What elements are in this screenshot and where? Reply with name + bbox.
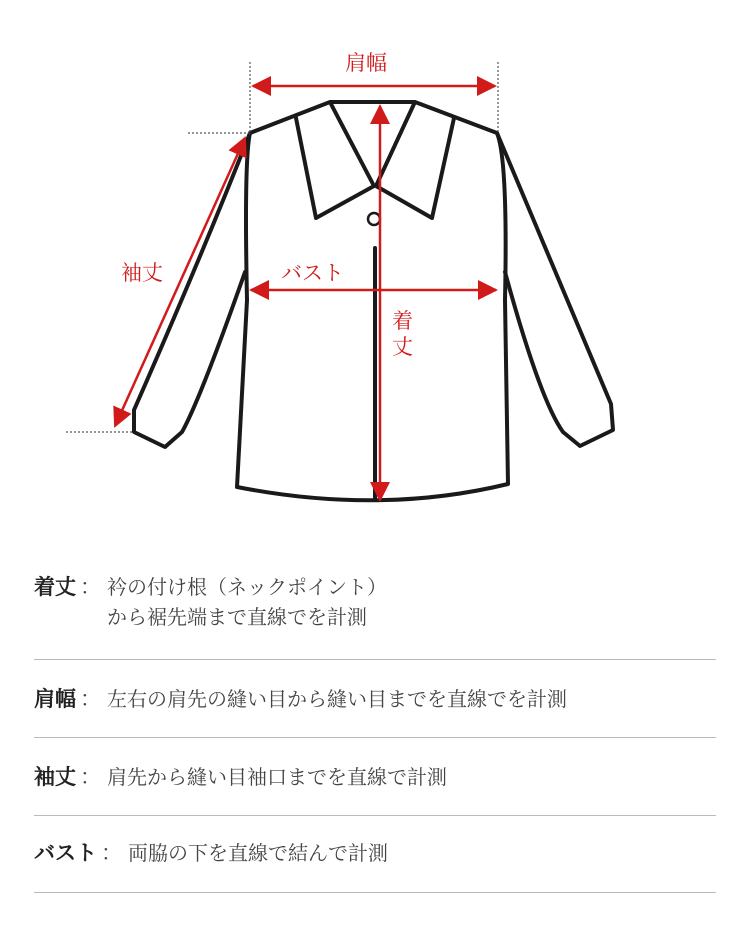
measurement-definitions (34, 562, 716, 893)
description-line: 左右の肩先の縫い目から縫い目までを直線でを計測 (107, 687, 567, 711)
button (368, 213, 380, 225)
definition-colon: ： (80, 687, 101, 711)
definition-term: 着丈 (34, 575, 76, 599)
shirt-body (237, 102, 508, 500)
collar-left (296, 104, 374, 218)
body-length-label-top: 着 (392, 309, 413, 333)
definition-row-shoulder-width (34, 660, 716, 738)
definition-description (128, 838, 388, 868)
description-line: 両脇の下を直線で結んで計測 (128, 841, 388, 865)
definition-row-body-length (34, 562, 716, 660)
definition-term: 袖丈 (34, 765, 76, 789)
definition-description (107, 762, 447, 792)
left-sleeve (134, 133, 250, 447)
collar-right (376, 104, 454, 218)
shirt-outline (134, 102, 613, 500)
description-line: 衿の付け根（ネックポイント） (107, 575, 387, 599)
shoulder-width-label: 肩幅 (345, 51, 387, 75)
description-line: 肩先から縫い目袖口までを直線で計測 (107, 765, 447, 789)
definition-term: 肩幅 (34, 687, 76, 711)
definition-colon: ： (80, 765, 101, 789)
body-length-label-bottom: 丈 (392, 335, 413, 359)
definition-colon: ： (80, 575, 101, 599)
definition-term: バスト (34, 841, 97, 865)
guide-lines (66, 62, 498, 432)
sleeve-length-label: 袖丈 (121, 261, 163, 285)
definition-description (107, 684, 567, 714)
definition-colon: ： (101, 841, 122, 865)
right-sleeve (497, 133, 613, 446)
definition-row-sleeve-length (34, 738, 716, 816)
definition-row-bust (34, 816, 716, 893)
definition-description (107, 572, 387, 632)
measure-arrows (115, 86, 496, 500)
description-line: から裾先端まで直線でを計測 (107, 605, 367, 629)
bust-label: バスト (281, 261, 344, 285)
